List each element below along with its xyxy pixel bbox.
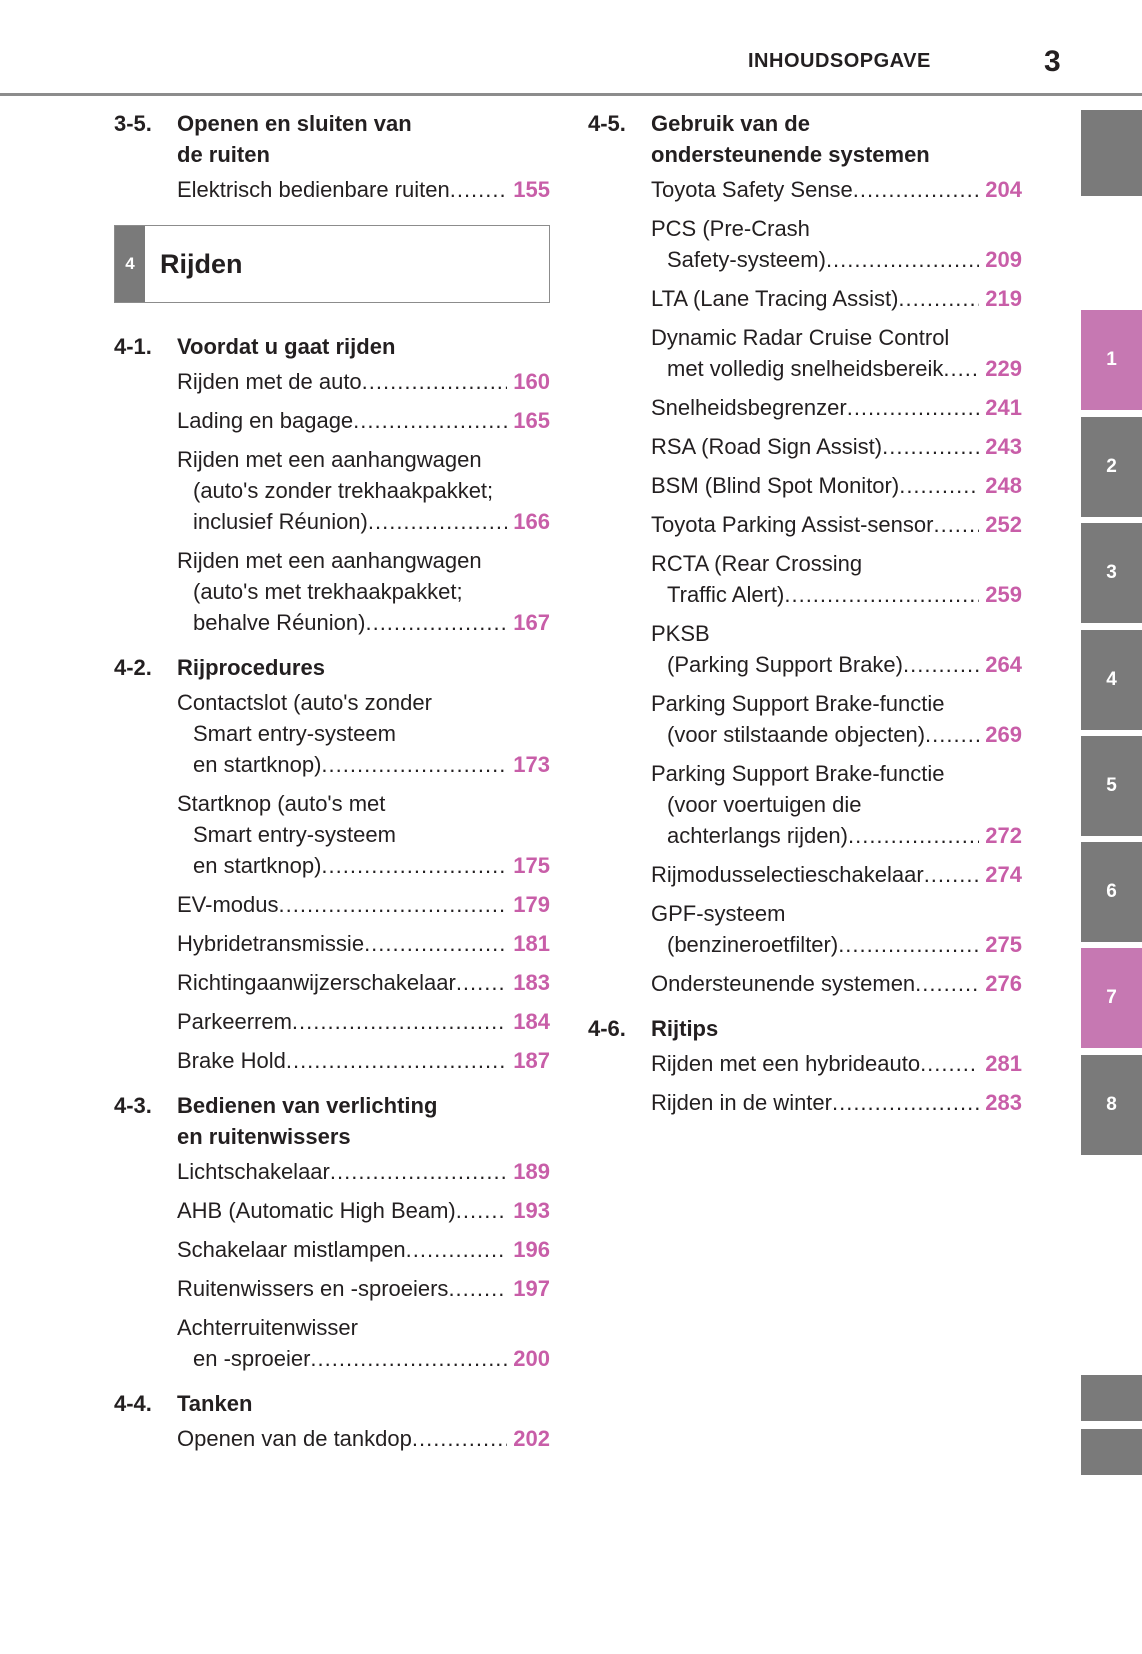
- entry-row: [177, 174, 550, 205]
- section-title-line: Voordat u gaat rijden: [177, 334, 396, 359]
- page-reference[interactable]: 269: [985, 722, 1022, 747]
- entry-text-line: PKSB: [651, 621, 710, 646]
- entry-text-line: Rijden met een hybrideauto: [651, 1051, 921, 1076]
- toc-entry[interactable]: [177, 1006, 550, 1037]
- page-reference[interactable]: 259: [985, 582, 1022, 607]
- page-reference[interactable]: 200: [513, 1346, 550, 1371]
- page-reference[interactable]: 209: [985, 247, 1022, 272]
- entry-text-line: GPF-systeem: [651, 901, 786, 926]
- entry-row: [177, 889, 550, 920]
- dot-leader: [847, 392, 980, 423]
- entry-row: [651, 719, 1022, 750]
- tab-chapter-1[interactable]: 1: [1081, 310, 1142, 410]
- toc-entry[interactable]: [177, 889, 550, 920]
- entry-text-line: BSM (Blind Spot Monitor): [651, 473, 900, 498]
- toc-entry[interactable]: [651, 470, 1022, 501]
- page-reference[interactable]: 179: [513, 892, 550, 917]
- entry-row: [177, 850, 550, 881]
- entry-text-line: Achterruitenwisser: [177, 1315, 358, 1340]
- chapter-title: Rijden: [160, 248, 243, 279]
- entry-text-line: Lading en bagage: [177, 408, 354, 433]
- entry-text-line: EV-modus: [177, 892, 279, 917]
- dot-leader: [853, 174, 979, 205]
- entry-text-line: Smart entry-systeem: [193, 721, 396, 746]
- dot-leader: [832, 1087, 979, 1118]
- page-reference[interactable]: 189: [513, 1159, 550, 1184]
- entry-row: [177, 1006, 550, 1037]
- header-rule: [0, 93, 1142, 96]
- entry-text-line: AHB (Automatic High Beam): [177, 1198, 456, 1223]
- toc-entry[interactable]: [651, 431, 1022, 462]
- entry-row: [651, 509, 1022, 540]
- page-reference[interactable]: 219: [985, 286, 1022, 311]
- entry-row: [651, 431, 1022, 462]
- entry-text-line: PCS (Pre-Crash: [651, 216, 810, 241]
- entry-text-line: (auto's met trekhaakpakket;: [193, 579, 463, 604]
- section-title-line: Tanken: [177, 1391, 253, 1416]
- entry-text-line: met volledig snelheidsbereik: [667, 356, 944, 381]
- entry-text-line: en -sproeier: [193, 1346, 311, 1371]
- entry-text-line: Ruitenwissers en -sproeiers: [177, 1276, 449, 1301]
- page-reference[interactable]: 202: [513, 1426, 550, 1451]
- tab-blank-bottom-2[interactable]: [1081, 1429, 1142, 1475]
- entry-row: [177, 1234, 550, 1265]
- page-reference[interactable]: 272: [985, 823, 1022, 848]
- entry-text-line: (Parking Support Brake): [667, 652, 903, 677]
- entry-row: [177, 506, 550, 537]
- entry-text-line: Parkeerrem: [177, 1009, 292, 1034]
- entry-row: [177, 967, 550, 998]
- entry-row: [177, 749, 550, 780]
- entry-text-line: achterlangs rijden): [667, 823, 848, 848]
- dot-leader: [279, 889, 508, 920]
- dot-leader: [915, 968, 979, 999]
- entry-text-line: Brake Hold: [177, 1048, 286, 1073]
- toc-entry[interactable]: [177, 545, 550, 638]
- page-reference[interactable]: 187: [513, 1048, 550, 1073]
- page-reference[interactable]: 165: [513, 408, 550, 433]
- page-reference[interactable]: 166: [513, 509, 550, 534]
- section-title-line: en ruitenwissers: [177, 1124, 351, 1149]
- entry-row: [651, 820, 1022, 851]
- toc-entry[interactable]: [651, 758, 1022, 851]
- page-reference[interactable]: 248: [985, 473, 1022, 498]
- page-number: 3: [1044, 45, 1061, 78]
- entry-text-line: Lichtschakelaar: [177, 1159, 330, 1184]
- entry-row: [651, 392, 1022, 423]
- entry-text-line: Parking Support Brake-functie: [651, 691, 945, 716]
- section-number: 4-1.: [114, 334, 152, 359]
- chapter-heading-box: [114, 225, 550, 303]
- entry-row: [651, 859, 1022, 890]
- toc-entry[interactable]: [177, 1045, 550, 1076]
- entry-text-line: inclusief Réunion): [193, 509, 368, 534]
- dot-leader: [286, 1045, 507, 1076]
- entry-row: [177, 1195, 550, 1226]
- header-title: INHOUDSOPGAVE: [748, 50, 931, 72]
- section-number: 4-6.: [588, 1016, 626, 1041]
- entry-row: [651, 283, 1022, 314]
- toc-entry[interactable]: [651, 548, 1022, 610]
- toc-section: [588, 1013, 1022, 1118]
- section-title-line: ondersteunende systemen: [651, 142, 930, 167]
- section-title-line: Rijprocedures: [177, 655, 325, 680]
- entry-row: [651, 929, 1022, 960]
- section-heading: [114, 1090, 550, 1152]
- section-title: [177, 108, 550, 170]
- section-title: [177, 652, 550, 683]
- entry-row: [177, 607, 550, 638]
- section-heading: [114, 652, 550, 683]
- toc-section: [114, 1090, 550, 1374]
- entry-text-line: Smart entry-systeem: [193, 822, 396, 847]
- section-title: [651, 1013, 1022, 1044]
- dot-leader: [456, 1195, 508, 1226]
- page-reference[interactable]: 181: [513, 931, 550, 956]
- section-number: 4-2.: [114, 655, 152, 680]
- section-title: [177, 1090, 550, 1152]
- page-reference[interactable]: 167: [513, 610, 550, 635]
- entry-text-line: (benzineroetfilter): [667, 932, 839, 957]
- entry-text-line: en startknop): [193, 752, 322, 777]
- toc-entry[interactable]: [651, 618, 1022, 680]
- entry-text-line: Traffic Alert): [667, 582, 785, 607]
- entry-row: [651, 579, 1022, 610]
- dot-leader: [365, 607, 507, 638]
- dot-leader: [943, 353, 979, 384]
- section-heading: [588, 1013, 1022, 1044]
- tab-chapter-7[interactable]: 7: [1081, 948, 1142, 1048]
- page-reference[interactable]: 204: [985, 177, 1022, 202]
- toc-section: [114, 652, 550, 1076]
- toc-entry[interactable]: [651, 174, 1022, 205]
- dot-leader: [353, 405, 507, 436]
- page-reference[interactable]: 275: [985, 932, 1022, 957]
- page-reference[interactable]: 155: [513, 177, 550, 202]
- entry-row: [177, 1423, 550, 1454]
- toc-entry[interactable]: [177, 1423, 550, 1454]
- section-heading: [114, 331, 550, 362]
- entry-text-line: Openen van de tankdop: [177, 1426, 412, 1451]
- section-title-line: Openen en sluiten van: [177, 111, 412, 136]
- page-reference[interactable]: 264: [985, 652, 1022, 677]
- toc-entry[interactable]: [651, 322, 1022, 384]
- entry-text-line: Hybridetransmissie: [177, 931, 365, 956]
- entry-text-line: Rijden met een aanhangwagen: [177, 548, 482, 573]
- page-reference[interactable]: 229: [985, 356, 1022, 381]
- dot-leader: [406, 1234, 508, 1265]
- entry-row: [177, 1045, 550, 1076]
- dot-leader: [368, 506, 507, 537]
- toc-entry[interactable]: [651, 859, 1022, 890]
- entry-text-line: Startknop (auto's met: [177, 791, 386, 816]
- toc-section: [114, 108, 550, 205]
- page-reference[interactable]: 175: [513, 853, 550, 878]
- page-reference[interactable]: 196: [513, 1237, 550, 1262]
- entry-row: [651, 968, 1022, 999]
- dot-leader: [882, 431, 979, 462]
- right-column: [588, 108, 1022, 1132]
- entry-row: [177, 1273, 550, 1304]
- entry-text-line: Parking Support Brake-functie: [651, 761, 945, 786]
- entry-text-line: Snelheidsbegrenzer: [651, 395, 847, 420]
- toc-entry[interactable]: [177, 1312, 550, 1374]
- entry-row: [651, 1087, 1022, 1118]
- page-reference[interactable]: 252: [985, 512, 1022, 537]
- toc-entry[interactable]: [177, 1273, 550, 1304]
- toc-entry[interactable]: [177, 174, 550, 205]
- section-number: 4-5.: [588, 111, 626, 136]
- dot-leader: [848, 820, 979, 851]
- tab-chapter-3[interactable]: 3: [1081, 523, 1142, 623]
- entry-row: [651, 244, 1022, 275]
- page-reference[interactable]: 183: [513, 970, 550, 995]
- entry-text-line: en startknop): [193, 853, 322, 878]
- entry-text-line: Dynamic Radar Cruise Control: [651, 325, 950, 350]
- page-reference[interactable]: 184: [513, 1009, 550, 1034]
- entry-text-line: behalve Réunion): [193, 610, 366, 635]
- section-heading: [588, 108, 1022, 170]
- entry-text-line: RSA (Road Sign Assist): [651, 434, 883, 459]
- page-reference[interactable]: 193: [513, 1198, 550, 1223]
- toc-entry[interactable]: [177, 1234, 550, 1265]
- entry-text-line: Safety-systeem): [667, 247, 826, 272]
- page-reference[interactable]: 274: [985, 862, 1022, 887]
- tab-chapter-5[interactable]: 5: [1081, 736, 1142, 836]
- dot-leader: [364, 928, 507, 959]
- entry-text-line: Rijden in de winter: [651, 1090, 832, 1115]
- toc-entry[interactable]: [651, 509, 1022, 540]
- entry-text-line: Schakelaar mistlampen: [177, 1237, 406, 1262]
- entry-text-line: LTA (Lane Tracing Assist): [651, 286, 899, 311]
- tab-blank-bottom-1[interactable]: [1081, 1375, 1142, 1421]
- dot-leader: [412, 1423, 507, 1454]
- toc-entry[interactable]: [177, 1195, 550, 1226]
- page-reference[interactable]: 173: [513, 752, 550, 777]
- dot-leader: [838, 929, 979, 960]
- entry-row: [177, 928, 550, 959]
- toc-entry[interactable]: [651, 213, 1022, 275]
- entry-text-line: (auto's zonder trekhaakpakket;: [193, 478, 494, 503]
- section-heading: [114, 1388, 550, 1419]
- toc-entry[interactable]: [651, 898, 1022, 960]
- section-number: 4-3.: [114, 1093, 152, 1118]
- toc-entry[interactable]: [651, 688, 1022, 750]
- section-number: 3-5.: [114, 111, 152, 136]
- section-title-line: Gebruik van de: [651, 111, 810, 136]
- section-title-line: Rijtips: [651, 1016, 719, 1041]
- entry-text-line: Richtingaanwijzerschakelaar: [177, 970, 456, 995]
- chapter-number: 4: [115, 226, 145, 302]
- dot-leader: [310, 1343, 507, 1374]
- entry-text-line: Rijmodusselectieschakelaar: [651, 862, 924, 887]
- toc-entry[interactable]: [177, 788, 550, 881]
- dot-leader: [920, 1048, 979, 1079]
- entry-text-line: Rijden met een aanhangwagen: [177, 447, 482, 472]
- dot-leader: [330, 1156, 507, 1187]
- dot-leader: [903, 649, 979, 680]
- entry-row: [651, 174, 1022, 205]
- tab-chapter-4[interactable]: 4: [1081, 630, 1142, 730]
- toc-entry[interactable]: [651, 1087, 1022, 1118]
- entry-row: [177, 1156, 550, 1187]
- toc-entry[interactable]: [651, 283, 1022, 314]
- dot-leader: [784, 579, 979, 610]
- toc-entry[interactable]: [177, 928, 550, 959]
- tab-chapter-8[interactable]: 8: [1081, 1055, 1142, 1155]
- toc-section: [114, 1388, 550, 1454]
- page-reference[interactable]: 160: [513, 369, 550, 394]
- toc-entry[interactable]: [177, 687, 550, 780]
- dot-leader: [899, 470, 979, 501]
- dot-leader: [321, 749, 507, 780]
- dot-leader: [826, 244, 979, 275]
- entry-text-line: Toyota Safety Sense: [651, 177, 853, 202]
- section-title-line: de ruiten: [177, 142, 270, 167]
- entry-row: [651, 353, 1022, 384]
- toc-entry[interactable]: [177, 967, 550, 998]
- entry-text-line: (voor voertuigen die: [667, 792, 862, 817]
- page-reference[interactable]: 283: [985, 1090, 1022, 1115]
- section-number: 4-4.: [114, 1391, 152, 1416]
- page-reference[interactable]: 281: [985, 1051, 1022, 1076]
- section-title: [177, 331, 550, 362]
- toc-entry[interactable]: [177, 366, 550, 397]
- toc-entry[interactable]: [177, 444, 550, 537]
- toc-entry[interactable]: [651, 392, 1022, 423]
- dot-leader: [456, 967, 507, 998]
- entry-row: [651, 649, 1022, 680]
- entry-row: [177, 1343, 550, 1374]
- section-title: [177, 1388, 550, 1419]
- toc-section: [588, 108, 1022, 999]
- entry-text-line: Toyota Parking Assist-sensor: [651, 512, 934, 537]
- entry-row: [651, 1048, 1022, 1079]
- tab-chapter-2[interactable]: 2: [1081, 417, 1142, 517]
- toc-entry[interactable]: [651, 1048, 1022, 1079]
- dot-leader: [898, 283, 979, 314]
- toc-entry[interactable]: [651, 968, 1022, 999]
- entry-text-line: Elektrisch bedienbare ruiten: [177, 177, 450, 202]
- dot-leader: [450, 174, 508, 205]
- dot-leader: [321, 850, 507, 881]
- tab-chapter-6[interactable]: 6: [1081, 842, 1142, 942]
- page-reference[interactable]: 241: [985, 395, 1022, 420]
- section-heading: [114, 108, 550, 170]
- page-reference[interactable]: 276: [985, 971, 1022, 996]
- dot-leader: [292, 1006, 507, 1037]
- entry-text-line: Ondersteunende systemen: [651, 971, 916, 996]
- page-reference[interactable]: 243: [985, 434, 1022, 459]
- toc-entry[interactable]: [177, 405, 550, 436]
- page-reference[interactable]: 197: [513, 1276, 550, 1301]
- dot-leader: [362, 366, 508, 397]
- section-title-line: Bedienen van verlichting: [177, 1093, 438, 1118]
- entry-row: [651, 470, 1022, 501]
- tab-blank-top[interactable]: [1081, 110, 1142, 196]
- left-column: [114, 108, 550, 1468]
- dot-leader: [925, 719, 979, 750]
- toc-entry[interactable]: [177, 1156, 550, 1187]
- dot-leader: [924, 859, 980, 890]
- section-title: [651, 108, 1022, 170]
- entry-row: [177, 366, 550, 397]
- entry-text-line: Rijden met de auto: [177, 369, 362, 394]
- entry-text-line: RCTA (Rear Crossing: [651, 551, 863, 576]
- dot-leader: [933, 509, 979, 540]
- entry-text-line: Contactslot (auto's zonder: [177, 690, 432, 715]
- toc-section: [114, 331, 550, 638]
- entry-row: [177, 405, 550, 436]
- dot-leader: [448, 1273, 507, 1304]
- entry-text-line: (voor stilstaande objecten): [667, 722, 926, 747]
